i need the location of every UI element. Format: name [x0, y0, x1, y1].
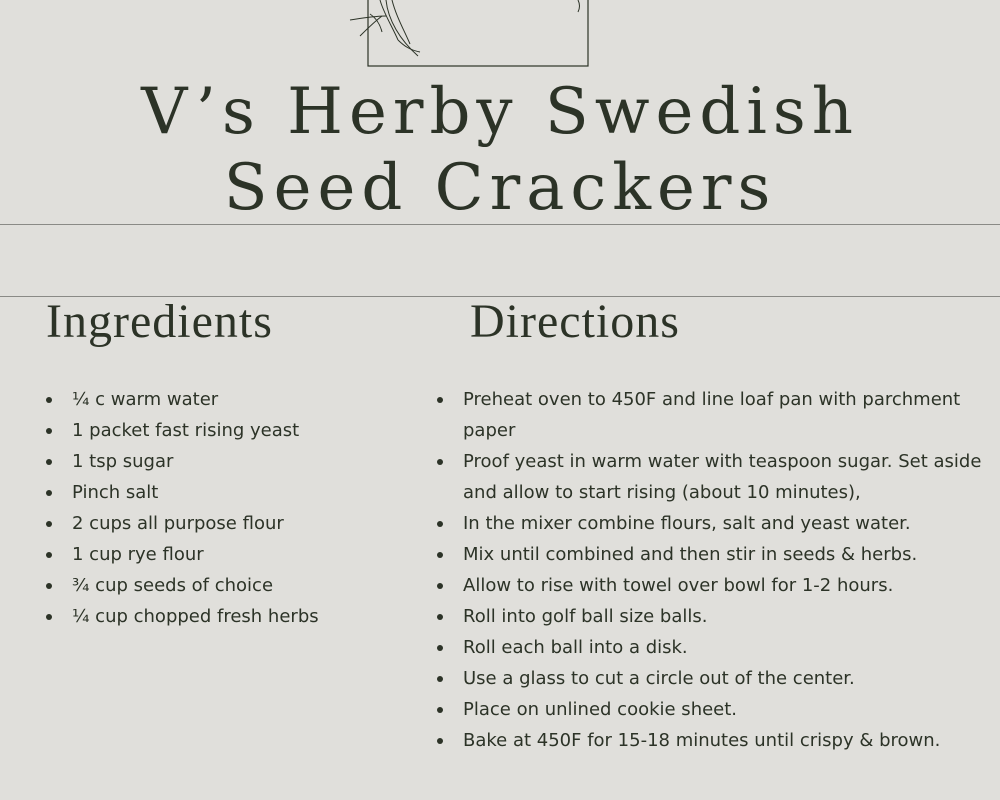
list-item: ¼ cup chopped fresh herbs — [46, 601, 406, 632]
list-item: Proof yeast in warm water with teaspoon sugar. Set aside and allow to start rising (about 10 minutes), — [437, 446, 982, 508]
herb-sprig-frame-icon — [340, 0, 600, 72]
directions-list — [437, 384, 982, 756]
list-item: In the mixer combine flours, salt and yeast water. — [437, 508, 982, 539]
list-item: 1 tsp sugar — [46, 446, 406, 477]
list-item: Use a glass to cut a circle out of the center. — [437, 663, 982, 694]
list-item: 2 cups all purpose flour — [46, 508, 406, 539]
list-item: Roll each ball into a disk. — [437, 632, 982, 663]
list-item: Pinch salt — [46, 477, 406, 508]
recipe-title — [0, 74, 1000, 226]
list-item: Roll into golf ball size balls. — [437, 601, 982, 632]
recipe-title-line-2: Seed Crackers — [223, 151, 777, 225]
list-item: 1 cup rye flour — [46, 539, 406, 570]
list-item: 1 packet fast rising yeast — [46, 415, 406, 446]
list-item: Bake at 450F for 15-18 minutes until crispy & brown. — [437, 725, 982, 756]
list-item: ¼ c warm water — [46, 384, 406, 415]
ingredients-heading: Ingredients — [46, 295, 273, 348]
recipe-title-line-1: V’s Herby Swedish — [141, 75, 859, 149]
list-item: Mix until combined and then stir in seeds & herbs. — [437, 539, 982, 570]
list-item: Preheat oven to 450F and line loaf pan with parchment paper — [437, 384, 982, 446]
list-item: ¾ cup seeds of choice — [46, 570, 406, 601]
divider-top — [0, 224, 1000, 225]
ingredients-list — [46, 384, 406, 632]
list-item: Place on unlined cookie sheet. — [437, 694, 982, 725]
directions-heading: Directions — [470, 295, 680, 348]
list-item: Allow to rise with towel over bowl for 1-2 hours. — [437, 570, 982, 601]
